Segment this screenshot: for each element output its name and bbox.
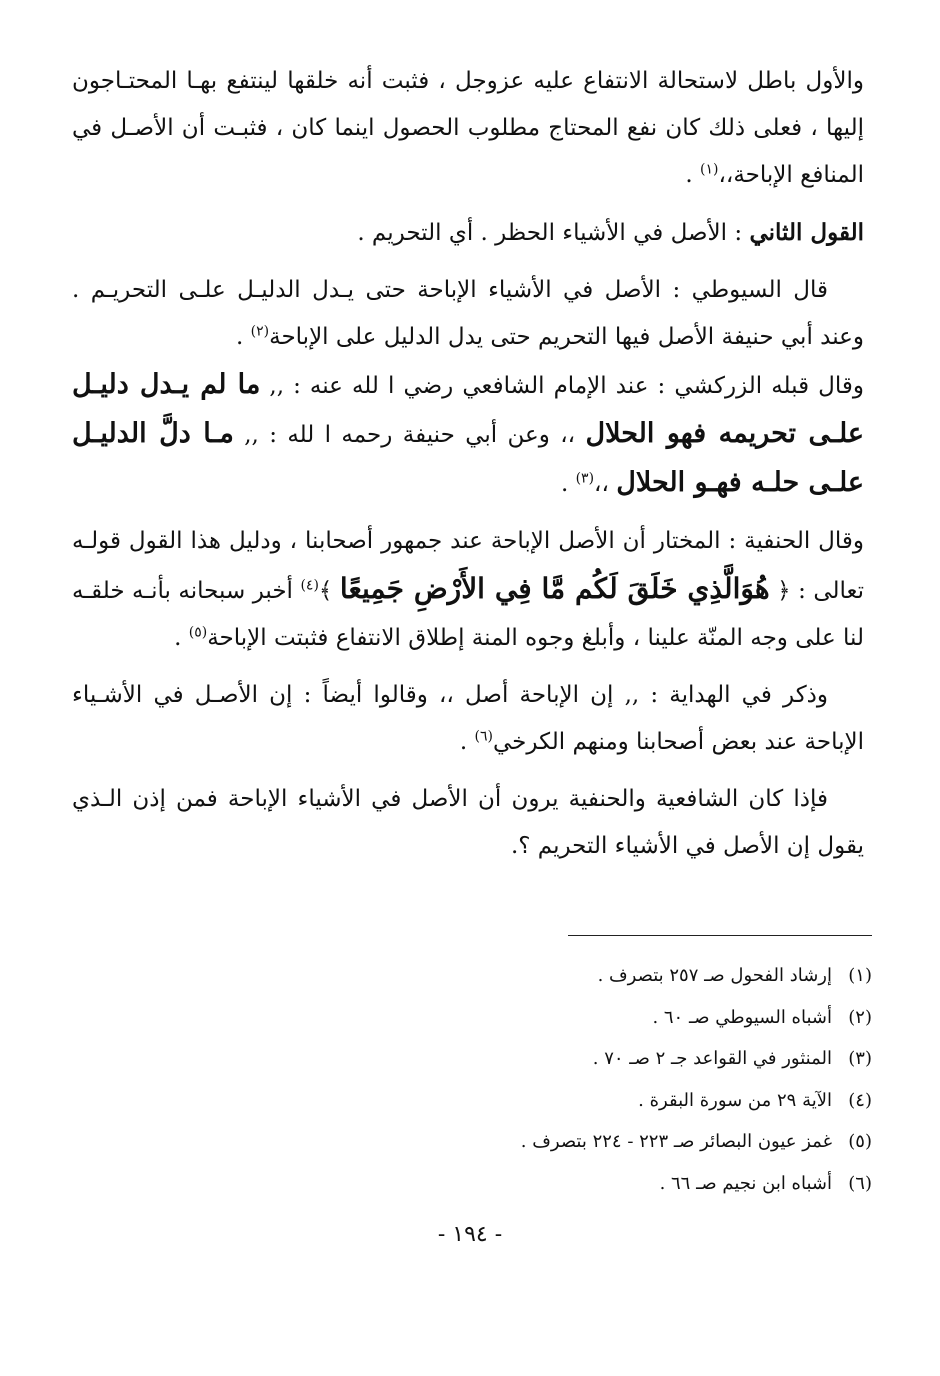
paragraph-suyuti [72,267,864,361]
paragraph-text: وقال الحنفية : المختار أن الأصل الإباحة عند جمهور أصحابنا ، ودليل هذا القول قولـه تعالى : ﴿ [72,528,864,604]
main-text [72,58,864,870]
bold-quote-abu-hanifa: مـا دلَّ الدليـل علـى حلـه فهـو الحلال [72,418,864,498]
footnote-number: (٣) [848,1048,872,1069]
footnote-ref-6: (٦) [474,728,493,745]
paragraph-end: . [685,162,701,188]
quote-close: ،، [594,471,617,497]
footnote-number: (١) [848,965,872,986]
section-label: القول الثاني [749,219,864,246]
footnote-ref-3: (٣) [575,470,595,487]
quran-verse: هُوَالَّذِي خَلَقَ لَكُم مَّا فِي الأَرْضِ جَمِيعًا [339,572,770,605]
footnote-text: إرشاد الفحول صـ ٢٥٧ بتصرف . [597,965,832,986]
paragraph-text: : الأصل في الأشياء الحظر . أي التحريم . [357,220,750,246]
paragraph-end: . [174,625,189,651]
footnote-text: غمز عيون البصائر صـ ٢٢٣ - ٢٢٤ بتصرف . [520,1131,832,1152]
footnote-number: (٢) [848,1006,872,1028]
paragraph-end: . [560,471,576,497]
paragraph-second-view [72,209,864,257]
page-number: - ١٩٤ - [437,1222,503,1247]
paragraph-text: فإذا كان الشافعية والحنفية يرون أن الأصل في الأشياء الإباحة فمن إذن الـذي يقول إن الأصل في الأشياء التحريم ؟. [72,786,864,859]
footnotes [352,955,872,1204]
verse-close-bracket: ﴾ [318,578,340,604]
footnote-number: (٤) [848,1089,872,1111]
paragraph-conclusion-question [72,776,864,870]
paragraph-zarkashi [72,361,864,508]
footnote-item [352,1038,872,1080]
footnote-text: أشباه السيوطي صـ ٦٠ . [652,1006,832,1028]
footnote-ref-4: (٤) [300,577,319,594]
paragraph-text: وذكر في الهداية : ,, إن الإباحة أصل ،، وقالوا أيضاً : إن الأصـل في الأشـياء الإباحة عند بعض أصحابنا ومنهم الكرخي [72,682,864,755]
paragraph-text: وقال قبله الزركشي : عند الإمام الشافعي رضي ا لله عنه : ,, [260,373,864,399]
paragraph-end: . [459,729,475,755]
paragraph-hidaya [72,672,864,766]
paragraph-text: أخبر سبحانه بأنـه خلقـه لنا على وجه المنّة علينا ، وأبلغ وجوه المنة إطلاق الانتفاع فثبتت الإباحة [72,578,864,651]
footnote-number: (٥) [848,1131,872,1152]
footnote-ref-2: (٢) [250,323,270,340]
footnote-number: (٦) [848,1172,872,1194]
paragraph-text: والأول باطل لاستحالة الانتفاع عليه عزوجل ، فثبت أنه خلقها لينتفع بهـا المحتـاجون إليها ، فعلى ذلك كان نفع المحتاج مطلوب الحصول اينما كان ، فثبـت أن الأصـل في المنافع الإباحة،، [72,68,864,188]
footnote-item [352,1080,872,1122]
bold-quote-shafii: ما لم يـدل دليـل علـى تحريمه فهو الحلال [72,369,864,449]
footnote-text: أشباه ابن نجيم صـ ٦٦ . [659,1172,832,1194]
paragraph-end: . [236,324,251,350]
paragraph-hanafiyya [72,518,864,662]
footnote-item [352,997,872,1039]
footnote-text: الآية ٢٩ من سورة البقرة . [638,1089,832,1111]
paragraph-first-view-conclusion [72,58,864,199]
footnote-separator [568,935,872,936]
footnote-item [352,1121,872,1163]
paragraph-text: ،، وعن أبي حنيفة رحمه ا لله : ,, [233,422,586,448]
footnote-item [352,955,872,997]
footnote-text: المنثور في القواعد جـ ٢ صـ ٧٠ . [592,1048,832,1069]
footnote-item [352,1163,872,1205]
paragraph-text: قال السيوطي : الأصل في الأشياء الإباحة حتى يـدل الدليـل علـى التحريـم . وعند أبي حنيفة الأصل فيها التحريم حتى يدل الدليل على الإباحة [72,277,864,350]
footnote-ref-1: (١) [700,161,719,178]
footnote-ref-5: (٥) [188,624,208,641]
